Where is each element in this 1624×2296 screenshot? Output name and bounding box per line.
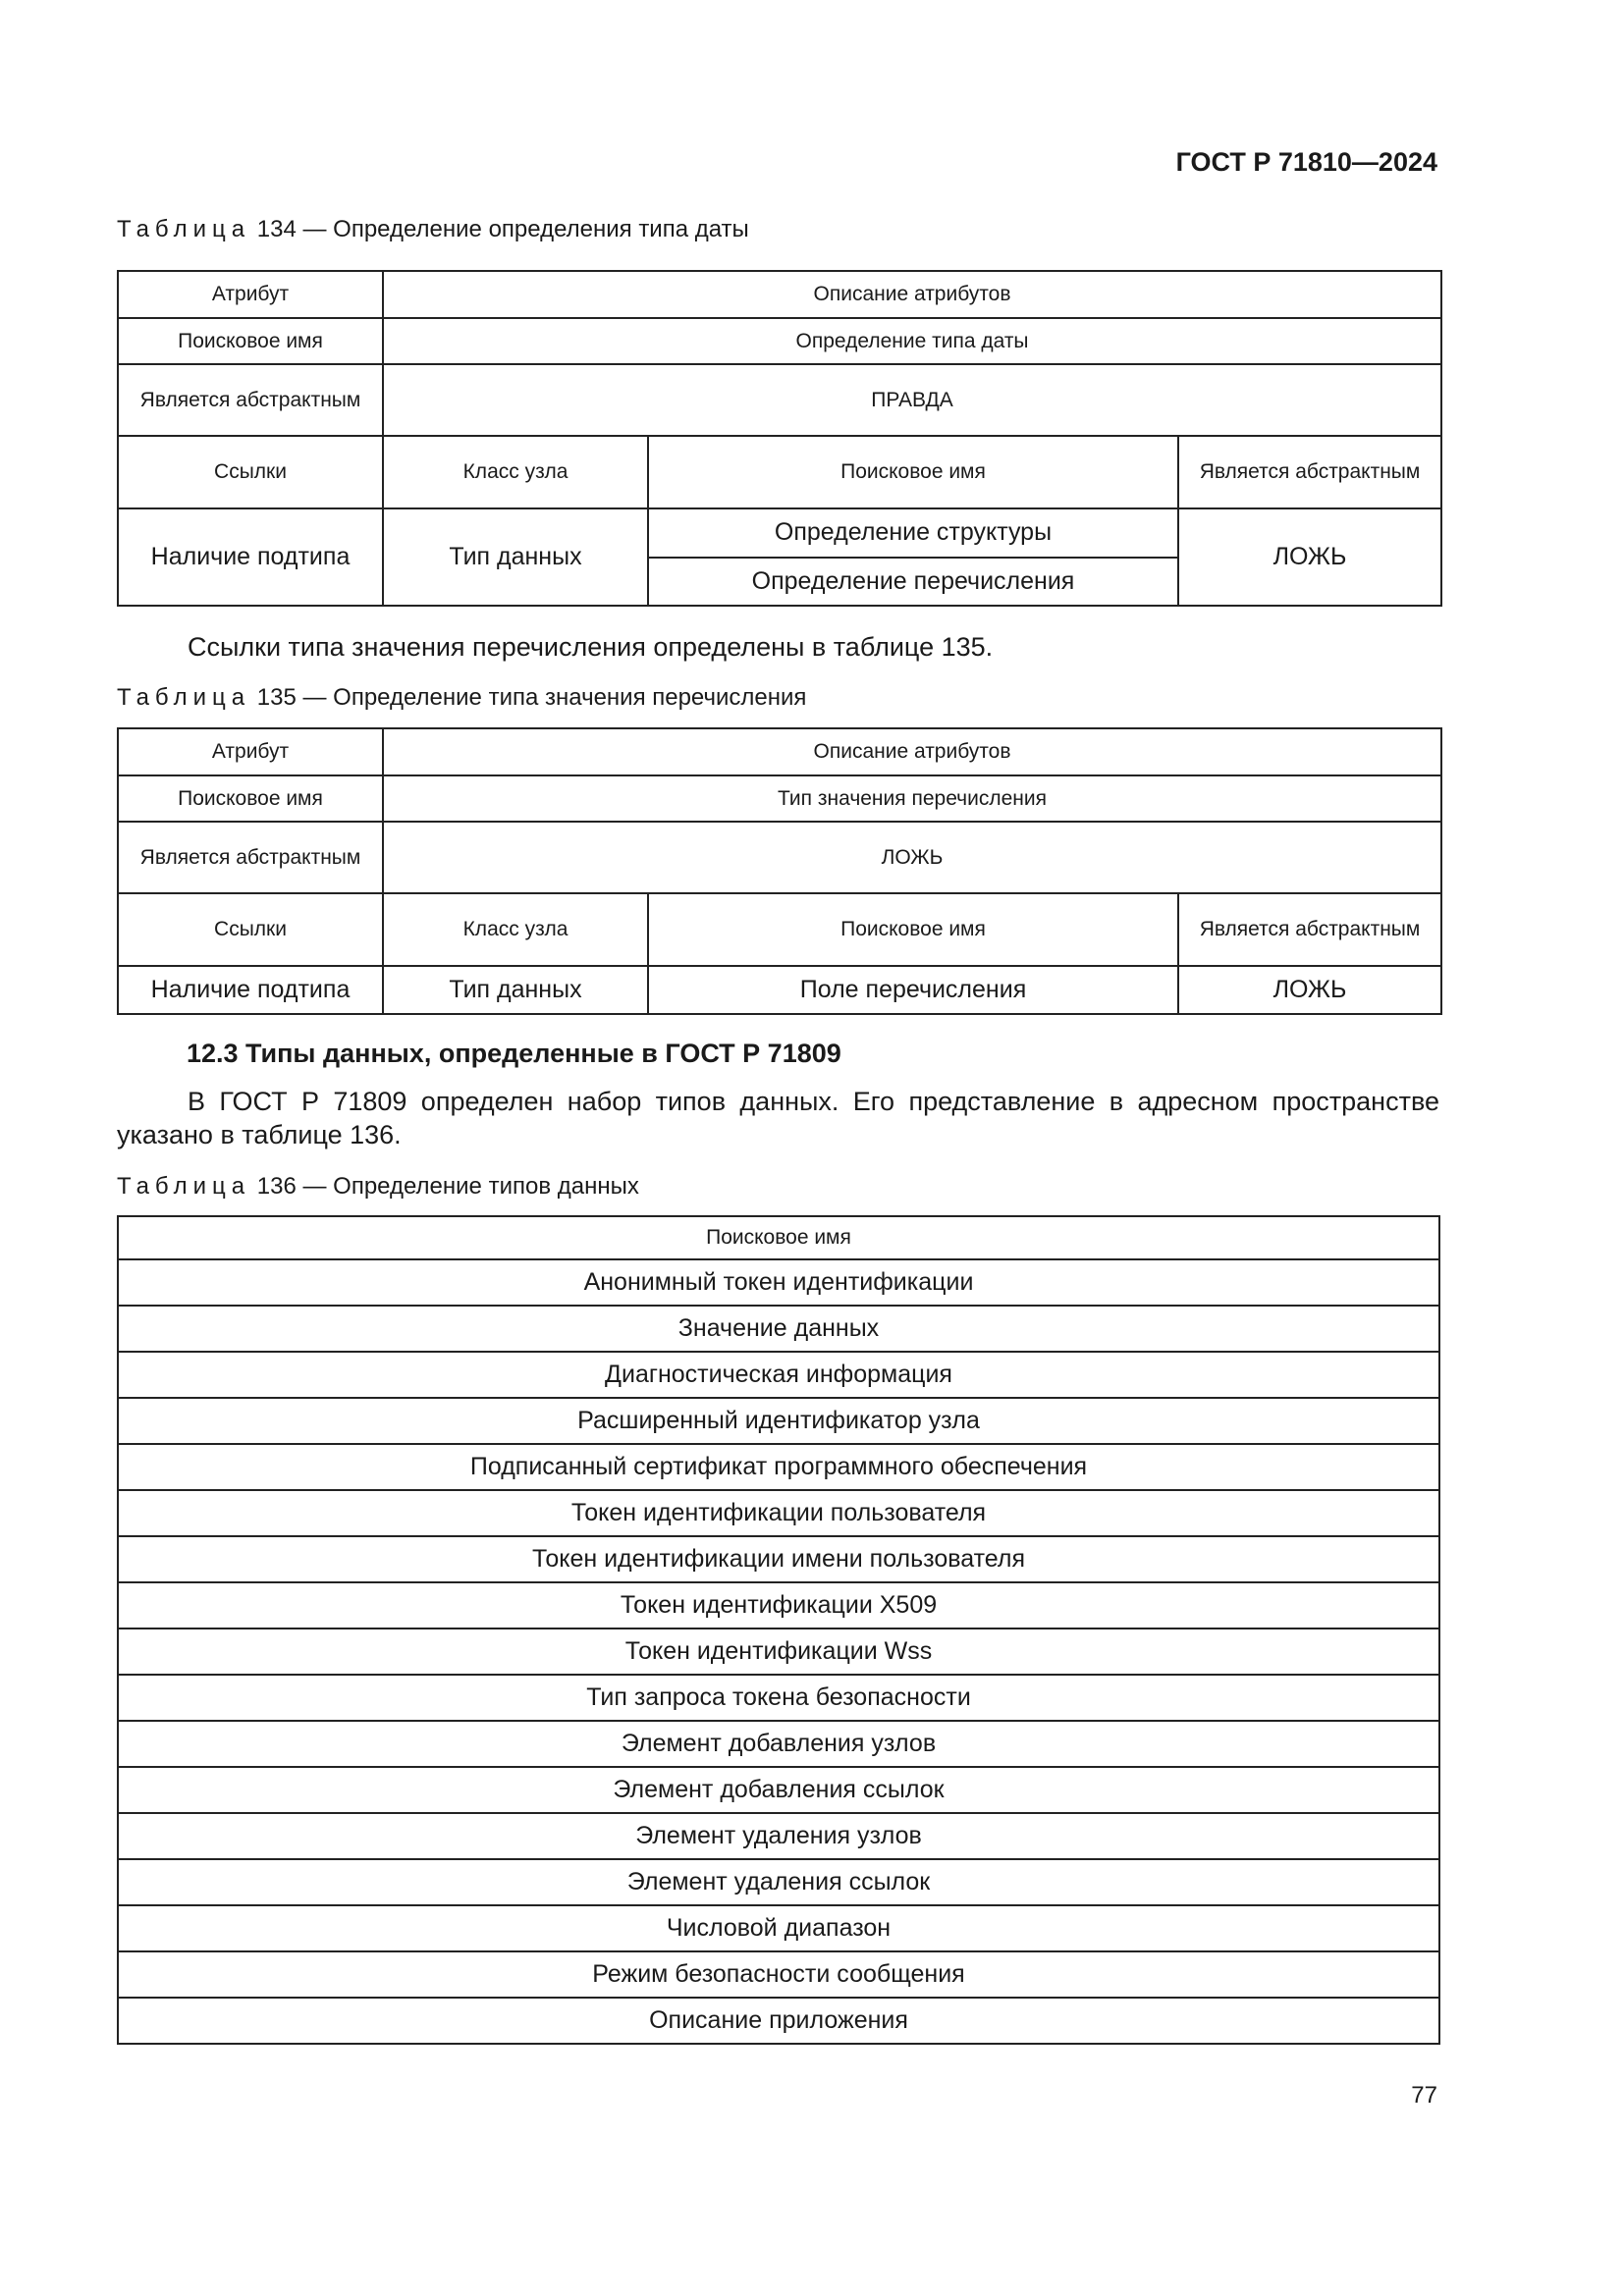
caption-text: 135 — Определение типа значения перечисления: [256, 684, 807, 711]
data-type-name: Элемент удаления ссылок: [118, 1859, 1439, 1905]
desc-header: Описание атрибутов: [383, 728, 1441, 775]
section-paragraph: В ГОСТ Р 71809 определен набор типов данных. Его представление в адресном пространстве указано в таблице 136.: [117, 1087, 1439, 1149]
table-row: [118, 1582, 1439, 1629]
intro-paragraph: Ссылки типа значения перечисления определены в таблице 135.: [188, 632, 994, 662]
attr-header: Атрибут: [118, 728, 383, 775]
caption-word: Таблица: [117, 1173, 251, 1200]
data-type-name: Значение данных: [118, 1306, 1439, 1352]
data-type-name: Токен идентификации пользователя: [118, 1490, 1439, 1536]
table-row: [118, 1398, 1439, 1444]
caption-word: Таблица: [117, 684, 251, 711]
ref-is-abstract: ЛОЖЬ: [1178, 508, 1441, 606]
caption-text: 136 — Определение типов данных: [256, 1173, 639, 1200]
ref-node-class: Тип данных: [383, 508, 648, 606]
ref-browse-name: Поле перечисления: [648, 966, 1178, 1014]
table-row: [118, 1629, 1439, 1675]
table-row: [118, 1536, 1439, 1582]
data-type-name: Токен идентификации X509: [118, 1582, 1439, 1629]
references-label: Ссылки: [118, 893, 383, 966]
table-134-caption: [117, 216, 749, 243]
col-is-abstract: Является абстрактным: [1178, 436, 1441, 508]
table-136: [117, 1215, 1440, 2045]
ref-type: Наличие подтипа: [118, 508, 383, 606]
browse-name-label: Поисковое имя: [118, 775, 383, 822]
table-row: [118, 1306, 1439, 1352]
data-type-name: Элемент добавления узлов: [118, 1721, 1439, 1767]
data-type-name: Элемент добавления ссылок: [118, 1767, 1439, 1813]
table-row: [118, 1998, 1439, 2044]
table-row: [118, 1859, 1439, 1905]
col-node-class: Класс узла: [383, 893, 648, 966]
data-type-name: Подписанный сертификат программного обеспечения: [118, 1444, 1439, 1490]
caption-text: 134 — Определение определения типа даты: [256, 216, 749, 242]
section-title: 12.3 Типы данных, определенные в ГОСТ Р 71809: [187, 1039, 841, 1068]
data-type-name: Тип запроса токена безопасности: [118, 1675, 1439, 1721]
browse-name-header: Поисковое имя: [118, 1216, 1439, 1259]
table-row: [118, 1721, 1439, 1767]
table-row: [118, 1767, 1439, 1813]
table-row: [118, 1675, 1439, 1721]
col-node-class: Класс узла: [383, 436, 648, 508]
attr-header: Атрибут: [118, 271, 383, 318]
table-row: [118, 1905, 1439, 1951]
data-type-name: Диагностическая информация: [118, 1352, 1439, 1398]
table-135: [117, 727, 1442, 1015]
data-type-name: Элемент удаления узлов: [118, 1813, 1439, 1859]
page-number: 77: [1411, 2082, 1437, 2109]
table-row: [118, 1813, 1439, 1859]
is-abstract-value: ПРАВДА: [383, 364, 1441, 436]
ref-browse-name: Определение перечисления: [648, 558, 1178, 606]
caption-word: Таблица: [117, 216, 251, 242]
table-row: [118, 1352, 1439, 1398]
is-abstract-label: Является абстрактным: [118, 822, 383, 893]
browse-name-value: Тип значения перечисления: [383, 775, 1441, 822]
standard-header: ГОСТ Р 71810—2024: [1175, 147, 1437, 177]
data-type-name: Числовой диапазон: [118, 1905, 1439, 1951]
ref-node-class: Тип данных: [383, 966, 648, 1014]
data-type-name: Описание приложения: [118, 1998, 1439, 2044]
data-type-name: Анонимный токен идентификации: [118, 1259, 1439, 1306]
table-row: [118, 1259, 1439, 1306]
browse-name-value: Определение типа даты: [383, 318, 1441, 364]
table-135-caption: [117, 684, 806, 712]
is-abstract-label: Является абстрактным: [118, 364, 383, 436]
ref-is-abstract: ЛОЖЬ: [1178, 966, 1441, 1014]
col-browse-name: Поисковое имя: [648, 436, 1178, 508]
data-type-name: Токен идентификации имени пользователя: [118, 1536, 1439, 1582]
desc-header: Описание атрибутов: [383, 271, 1441, 318]
data-type-name: Расширенный идентификатор узла: [118, 1398, 1439, 1444]
data-type-name: Режим безопасности сообщения: [118, 1951, 1439, 1998]
table-136-caption: [117, 1173, 639, 1201]
table-row: [118, 1444, 1439, 1490]
data-type-name: Токен идентификации Wss: [118, 1629, 1439, 1675]
is-abstract-value: ЛОЖЬ: [383, 822, 1441, 893]
col-browse-name: Поисковое имя: [648, 893, 1178, 966]
table-134: [117, 270, 1442, 607]
references-label: Ссылки: [118, 436, 383, 508]
ref-type: Наличие подтипа: [118, 966, 383, 1014]
browse-name-label: Поисковое имя: [118, 318, 383, 364]
table-row: [118, 1490, 1439, 1536]
table-row: [118, 1951, 1439, 1998]
col-is-abstract: Является абстрактным: [1178, 893, 1441, 966]
ref-browse-name: Определение структуры: [648, 508, 1178, 558]
